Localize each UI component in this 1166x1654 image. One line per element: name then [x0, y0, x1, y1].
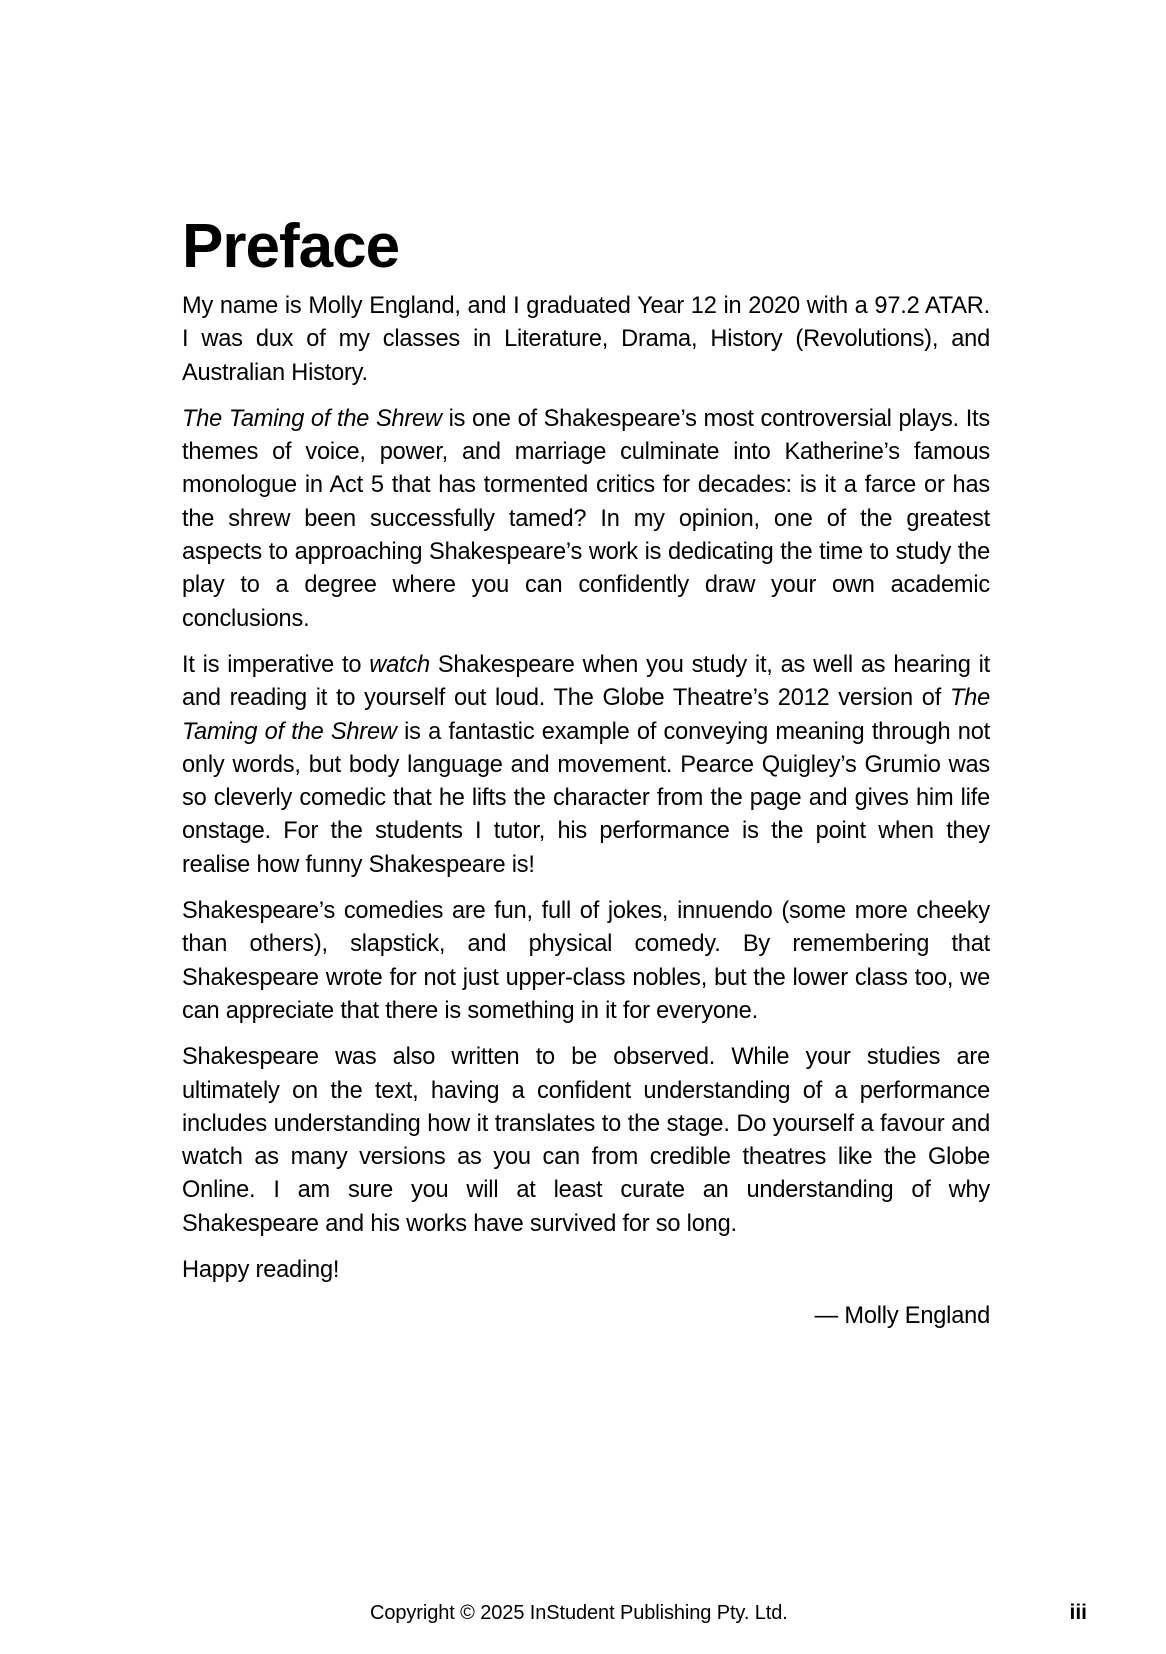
paragraph-intro: My name is Molly England, and I graduated Year 12 in 2020 with a 97.2 ATAR. I was dux of my classes in Literature, Drama, History (Revolutions), and Australian History.: [182, 293, 990, 386]
paragraph-watch: [182, 649, 990, 882]
page-number: iii: [1069, 1601, 1087, 1624]
paragraph-text: It is imperative to: [182, 651, 370, 678]
author-signature: — Molly England: [814, 1303, 990, 1330]
copyright-notice: Copyright © 2025 InStudent Publishing Pty. Ltd.: [370, 1602, 788, 1624]
page-title: Preface: [182, 212, 400, 281]
play-title: The Taming of the Shrew: [182, 405, 442, 432]
paragraph-controversy: [182, 403, 990, 636]
paragraph-text: is a fantastic example of conveying meaning through not only words, but body language and movement. Pearce Quigley’s Grumio was so cleverly comedic that he lifts the character from the page and gives him life onstage. For the students I tutor, his performance is the point when they realise how funny Shakespeare is!: [182, 718, 990, 878]
paragraph-comedies: Shakespeare’s comedies are fun, full of jokes, innuendo (some more cheeky than others), slapstick, and physical comedy. By remembering that Shakespeare wrote for not just upper-class nobles, but the lower class too, we can appreciate that there is something in it for everyone.: [182, 898, 990, 1024]
emphasis-watch: watch: [369, 651, 430, 678]
preface-section: [182, 212, 990, 1334]
paragraph-closing: Happy reading!: [182, 1257, 340, 1284]
paragraph-text: Shakespeare when you study it, as well as hearing it and reading it to yourself out loud. The Globe Theatre’s 2012 version of: [182, 651, 990, 712]
play-title: The Taming of the Shrew: [182, 685, 990, 745]
paragraph-observed: Shakespeare was also written to be observed. While your studies are ultimately on the text, having a confident understanding of a performance includes understanding how it translates to the stage. Do yourself a favour and watch as many versions as you can from credible theatres like the Globe Online. I am sure you will at least curate an understanding of why Shakespeare and his works have survived for so long.: [182, 1044, 990, 1237]
paragraph-text: is one of Shakespeare’s most controversial plays. Its themes of voice, power, and marriage culminate into Katherine’s famous monologue in Act 5 that has tormented critics for decades: is it a farce or has the shrew been successfully tamed? In my opinion, one of the greatest aspects to approaching Shakespeare’s work is dedicating the time to study the play to a degree where you can confidently draw your own academic conclusions.: [182, 405, 990, 632]
